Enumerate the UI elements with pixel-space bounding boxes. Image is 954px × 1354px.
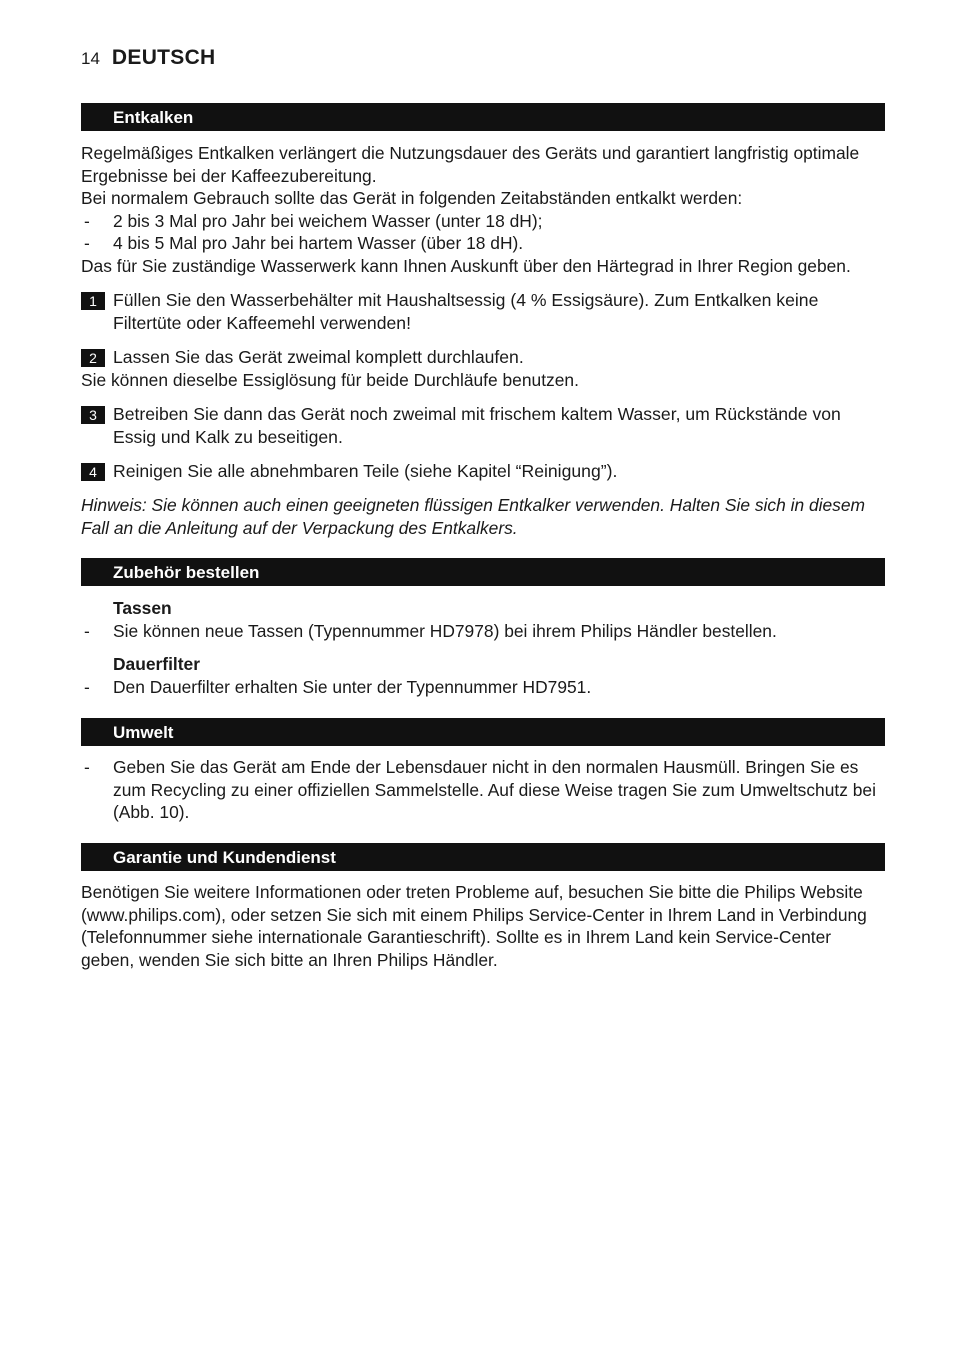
step-text: Reinigen Sie alle abnehmbaren Teile (siehe Kapitel “Reinigung”). bbox=[113, 461, 618, 481]
list-item bbox=[81, 676, 887, 699]
step-2-note: Sie können dieselbe Essiglösung für beide Durchläufe benutzen. bbox=[81, 369, 579, 390]
section-heading-zubehoer: Zubehör bestellen bbox=[81, 558, 885, 586]
dash-marker: - bbox=[84, 210, 90, 231]
dauerfilter-heading: Dauerfilter bbox=[113, 654, 200, 674]
entkalken-intro-block bbox=[81, 142, 887, 278]
tassen-text: Sie können neue Tassen (Typennummer HD7978) bei ihrem Philips Händler bestellen. bbox=[113, 620, 777, 641]
umwelt-text: Geben Sie das Gerät am Ende der Lebensdauer nicht in den normalen Hausmüll. Bringen Sie es zum Recycling zu einer offiziellen Sammelstelle. Auf diese Weise tragen Sie zum Umweltschutz bei (Abb. 10). bbox=[113, 757, 876, 823]
entkalken-intro: Regelmäßiges Entkalken verlängert die Nutzungsdauer des Geräts und garantiert langfristig optimale Ergebnisse bei der Kaffeezubereitung. bbox=[81, 143, 860, 186]
umwelt-block bbox=[81, 756, 887, 824]
step-number: 1 bbox=[81, 292, 105, 310]
step-4 bbox=[81, 460, 887, 483]
section-heading-entkalken: Entkalken bbox=[81, 103, 885, 131]
list-item: - 4 bis 5 Mal pro Jahr bei hartem Wasser (über 18 dH). bbox=[84, 233, 524, 254]
dash-marker: - bbox=[84, 233, 90, 254]
list-item: - 2 bis 3 Mal pro Jahr bei weichem Wasser (unter 18 dH); bbox=[84, 210, 543, 231]
dauerfilter-block bbox=[81, 653, 887, 698]
section-heading-garantie: Garantie und Kundendienst bbox=[81, 843, 885, 871]
dash-marker: - bbox=[84, 620, 90, 641]
step-3 bbox=[81, 403, 887, 448]
section-heading-umwelt: Umwelt bbox=[81, 718, 885, 746]
step-1 bbox=[81, 289, 887, 334]
entkalken-info: Das für Sie zuständige Wasserwerk kann Ihnen Auskunft über den Härtegrad in Ihrer Region geben. bbox=[81, 255, 851, 276]
dash-marker: - bbox=[84, 676, 90, 697]
page-header bbox=[81, 46, 216, 76]
hint-note: Hinweis: Sie können auch einen geeigneten flüssigen Entkalker verwenden. Halten Sie sich in diesem Fall an die Anleitung auf der Verpackung des Entkalkers. bbox=[81, 495, 866, 538]
list-item bbox=[81, 620, 887, 643]
step-number: 3 bbox=[81, 406, 105, 424]
step-number: 4 bbox=[81, 463, 105, 481]
zubehoer-block bbox=[81, 597, 887, 642]
entkalken-interval-intro: Bei normalem Gebrauch sollte das Gerät in folgenden Zeitabständen entkalkt werden: bbox=[81, 188, 743, 209]
garantie-text: Benötigen Sie weitere Informationen oder treten Probleme auf, besuchen Sie bitte die Philips Website (www.philips.com), oder setzen Sie sich mit einem Philips Service-Center in Ihrem Land in Verbindung (Telefonnummer siehe internationale Garantieschrift). Sollte es in Ihrem Land kein Service-Center geben, wenden Sie sich bitte an Ihren Philips Händler. bbox=[81, 882, 867, 970]
step-text: Betreiben Sie dann das Gerät noch zweimal mit frischem kaltem Wasser, um Rückstände von Essig und Kalk zu beseitigen. bbox=[113, 404, 841, 447]
tassen-heading: Tassen bbox=[113, 598, 172, 618]
step-2 bbox=[81, 346, 887, 391]
step-number: 2 bbox=[81, 349, 105, 367]
dash-marker: - bbox=[84, 757, 90, 777]
step-text: Füllen Sie den Wasserbehälter mit Haushaltsessig (4 % Essigsäure). Zum Entkalken keine Filtertüte oder Kaffeemehl verwenden! bbox=[113, 290, 819, 333]
dauerfilter-text: Den Dauerfilter erhalten Sie unter der Typennummer HD7951. bbox=[113, 676, 592, 697]
page-number: 14 bbox=[81, 49, 100, 68]
step-text: Lassen Sie das Gerät zweimal komplett durchlaufen. bbox=[113, 347, 524, 367]
list-item bbox=[81, 756, 887, 824]
language-heading: DEUTSCH bbox=[111, 46, 216, 69]
